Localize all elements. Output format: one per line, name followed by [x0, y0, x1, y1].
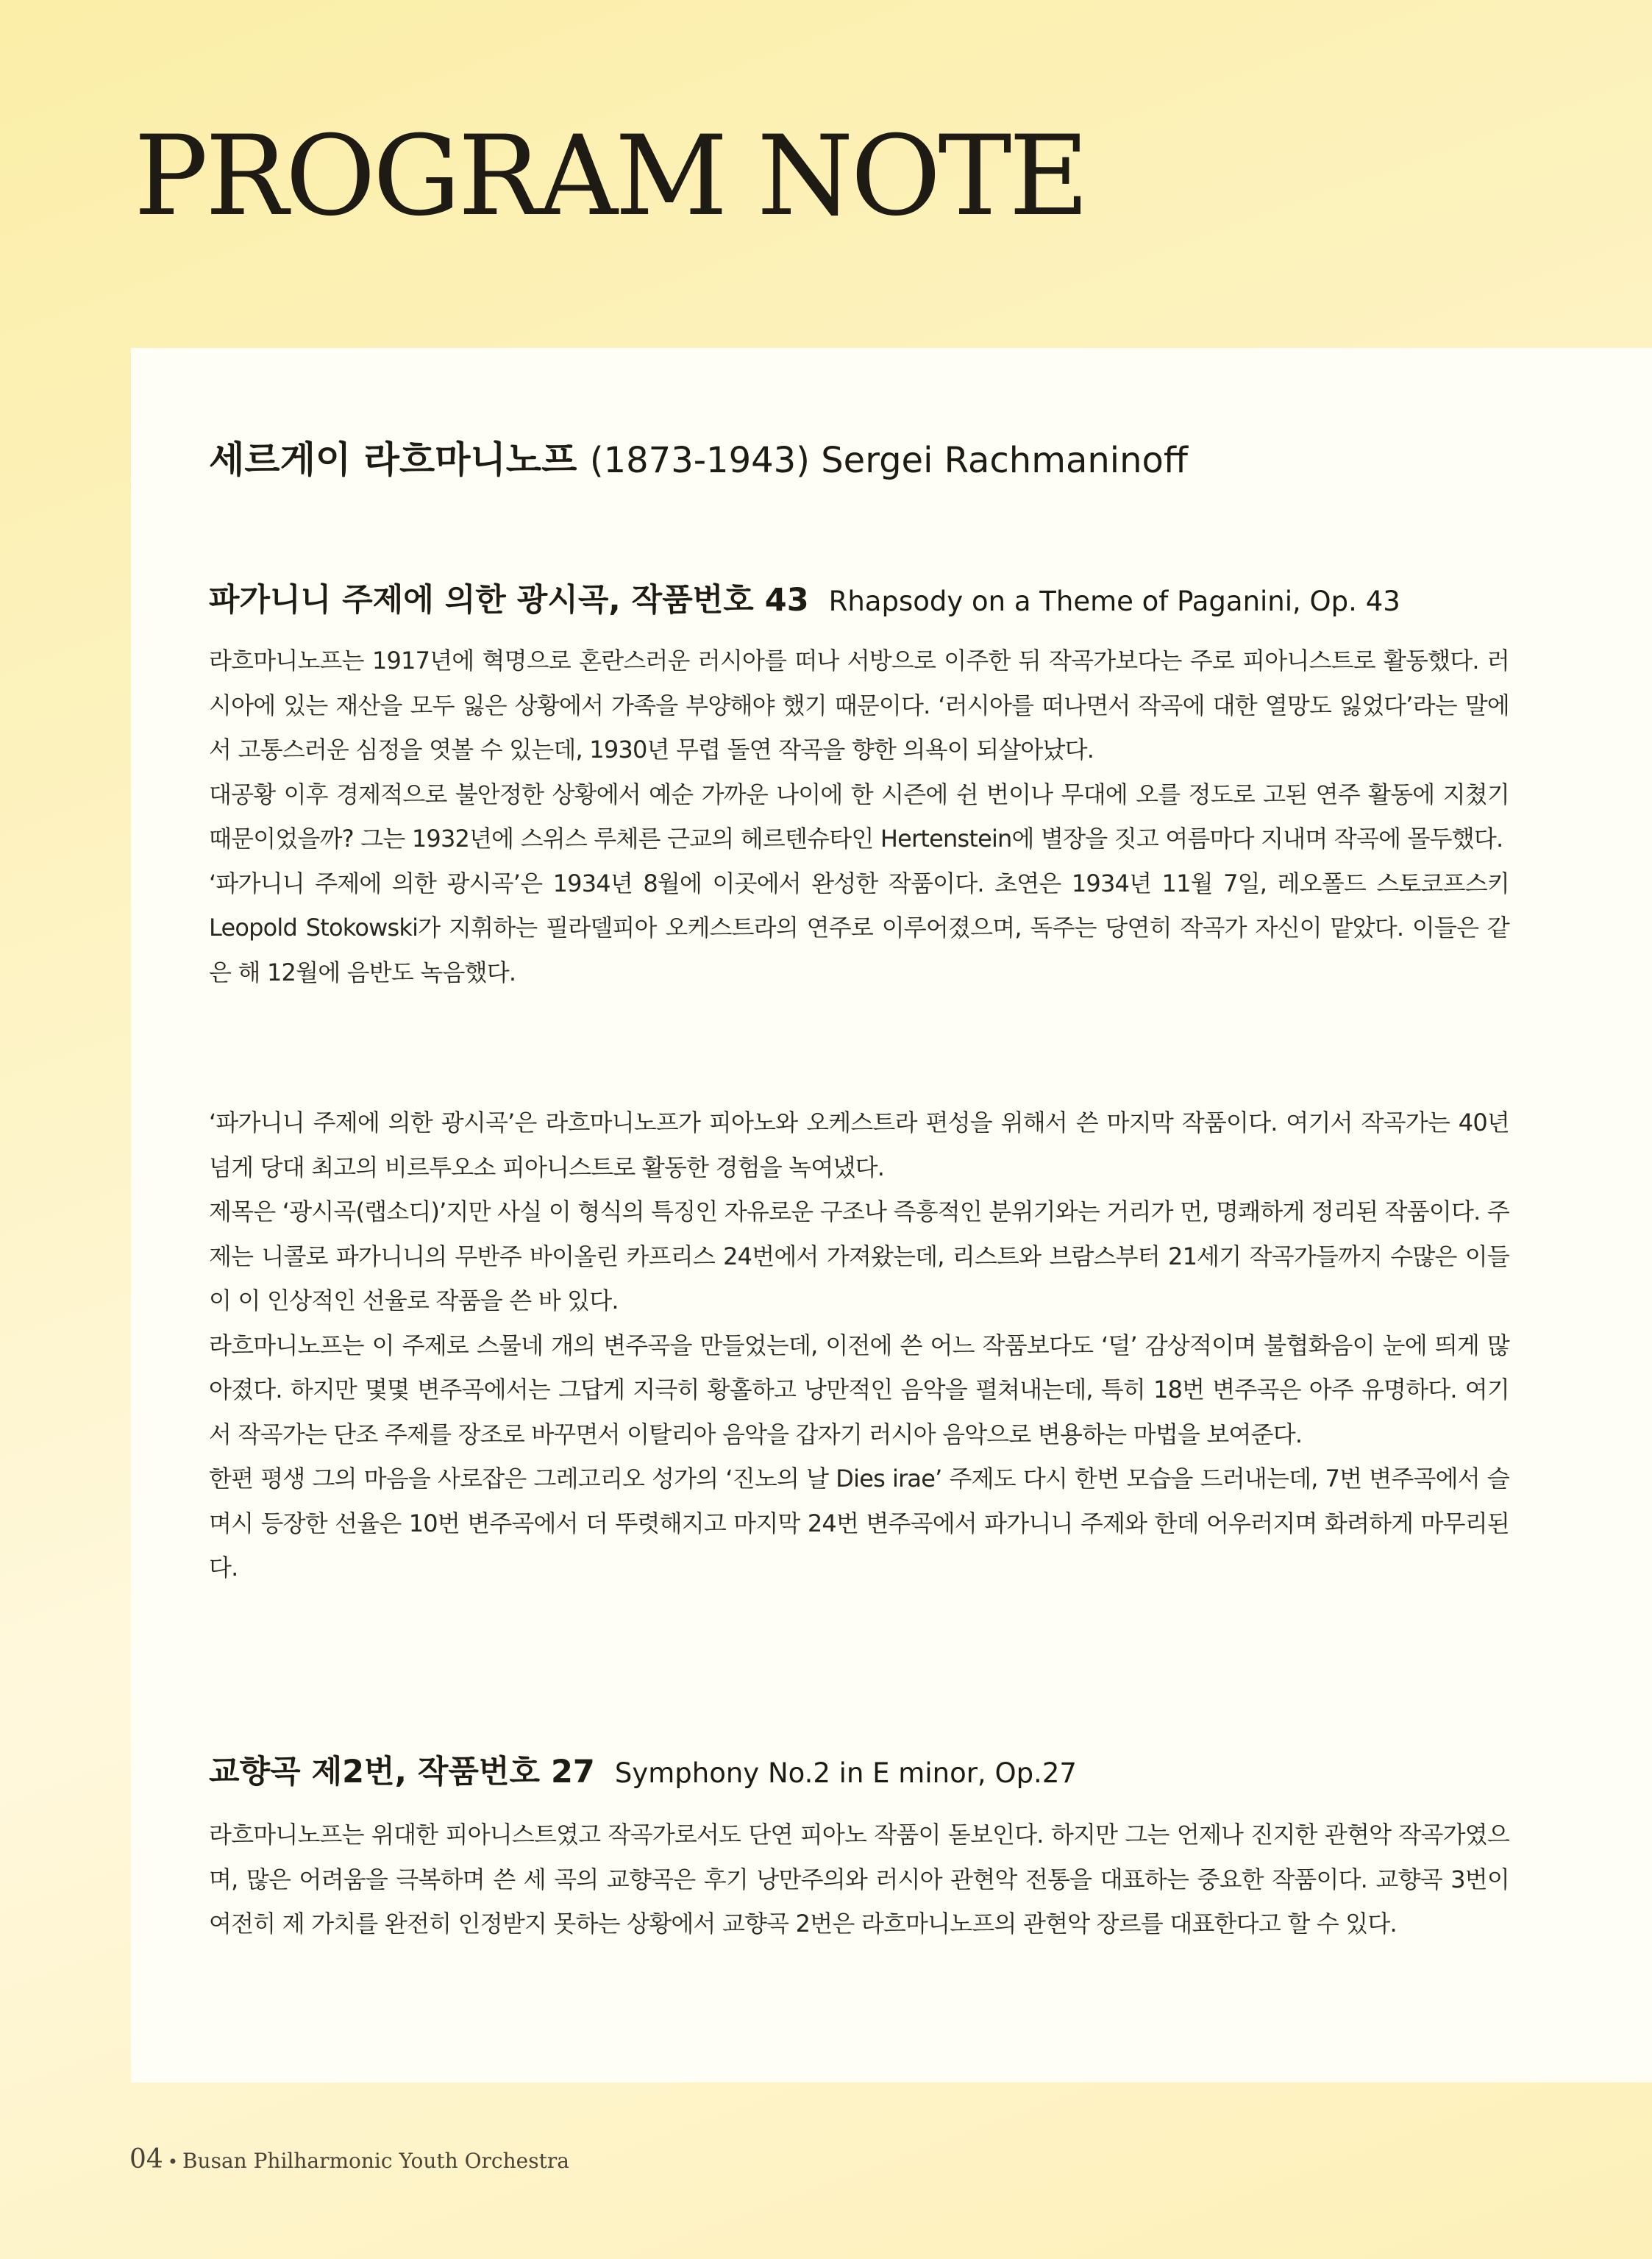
- composer-name-korean: 세르게이 라흐마니노프: [209, 438, 577, 481]
- work2-title-korean: 교향곡 제2번, 작품번호 27: [209, 1754, 595, 1790]
- paragraph: 라흐마니노프는 이 주제로 스물네 개의 변주곡을 만들었는데, 이전에 쓴 어느 작품보다도 ‘덜’ 감상적이며 불협화음이 눈에 띄게 많아졌다. 하지만 몇몇 변주곡에서는 그답게 지극히 황홀하고 낭만적인 음악을 펼쳐내는데, 특히 18번 변주곡은 아주 유명하다. 여기서 작곡가는 단조 주제를 장조로 바꾸면서 이탈리아 음악을 갑자기 러시아 음악으로 변용하는 마법을 보여준다.: [209, 1331, 1509, 1448]
- work1-title-english: Rhapsody on a Theme of Paganini, Op. 43: [828, 586, 1400, 617]
- paragraph: 제목은 ‘광시곡(랩소디)’지만 사실 이 형식의 특징인 자유로운 구조나 즉흥적인 분위기와는 거리가 먼, 명쾌하게 정리된 작품이다. 주제는 니콜로 파가니니의 무반주 바이올린 카프리스 24번에서 가져왔는데, 리스트와 브람스부터 21세기 작곡가들까지 수많은 이들이 이 인상적인 선율로 작품을 쓴 바 있다.: [209, 1198, 1509, 1315]
- page-title: PROGRAM NOTE: [134, 113, 1086, 241]
- paragraph: ‘파가니니 주제에 의한 광시곡’은 라흐마니노프가 피아노와 오케스트라 편성을 위해서 쓴 마지막 작품이다. 여기서 작곡가는 40년 넘게 당대 최고의 비르투오소 피아니스트로 활동한 경험을 녹여냈다.: [209, 1109, 1510, 1181]
- work2-title-english: Symphony No.2 in E minor, Op.27: [614, 1757, 1077, 1789]
- composer-heading: [209, 430, 1188, 483]
- organization-name: Busan Philharmonic Youth Orchestra: [182, 2149, 569, 2173]
- work1-title-korean: 파가니니 주제에 의한 광시곡, 작품번호 43: [209, 582, 809, 619]
- composer-name-english: (1873-1943) Sergei Rachmaninoff: [589, 440, 1188, 481]
- page-number: 04: [129, 2144, 163, 2174]
- paragraph: 한편 평생 그의 마음을 사로잡은 그레고리오 성가의 ‘진노의 날 Dies irae’ 주제도 다시 한번 모습을 드러내는데, 7번 변주곡에서 슬며시 등장한 선율은 10번 변주곡에서 더 뚜렷해지고 마지막 24번 변주곡에서 파가니니 주제와 한데 어우러지며 화려하게 마무리된다.: [209, 1465, 1510, 1582]
- paragraph: 라흐마니노프는 1917년에 혁명으로 혼란스러운 러시아를 떠나 서방으로 이주한 뒤 작곡가보다는 주로 피아니스트로 활동했다. 러시아에 있는 재산을 모두 잃은 상황에서 가족을 부양해야 했기 때문이다. ‘러시아를 떠나면서 작곡에 대한 열망도 잃었다’라는 말에서 고통스러운 심정을 엿볼 수 있는데, 1930년 무렵 돌연 작곡을 향한 의욕이 되살아났다.: [209, 647, 1509, 764]
- bullet-separator: •: [167, 2152, 178, 2172]
- page-footer: [129, 2144, 569, 2174]
- work1-block1: [209, 638, 1509, 995]
- work1-title: [209, 575, 1400, 620]
- work2-block1: [209, 1812, 1509, 1946]
- paragraph: 라흐마니노프는 위대한 피아니스트였고 작곡가로서도 단연 피아노 작품이 돋보인다. 하지만 그는 언제나 진지한 관현악 작곡가였으며, 많은 어려움을 극복하며 쓴 세 곡의 교향곡은 후기 낭만주의와 러시아 관현악 전통을 대표하는 중요한 작품이다. 교향곡 3번이 여전히 제 가치를 완전히 인정받지 못하는 상황에서 교향곡 2번은 라흐마니노프의 관현악 장르를 대표한다고 할 수 있다.: [209, 1821, 1509, 1938]
- paragraph: ‘파가니니 주제에 의한 광시곡’은 1934년 8월에 이곳에서 완성한 작품이다. 초연은 1934년 11월 7일, 레오폴드 스토코프스키 Leopold Stokowski가 지휘하는 필라델피아 오케스트라의 연주로 이루어졌으며, 독주는 당연히 작곡가 자신이 맡았다. 이들은 같은 해 12월에 음반도 녹음했다.: [209, 869, 1509, 986]
- paragraph: 대공황 이후 경제적으로 불안정한 상황에서 예순 가까운 나이에 한 시즌에 쉰 번이나 무대에 오를 정도로 고된 연주 활동에 지쳤기 때문이었을까? 그는 1932년에 스위스 루체른 근교의 헤르텐슈타인 Hertenstein에 별장을 짓고 여름마다 지내며 작곡에 몰두했다.: [209, 780, 1509, 853]
- work1-block2: [209, 1100, 1509, 1590]
- work2-title: [209, 1747, 1077, 1792]
